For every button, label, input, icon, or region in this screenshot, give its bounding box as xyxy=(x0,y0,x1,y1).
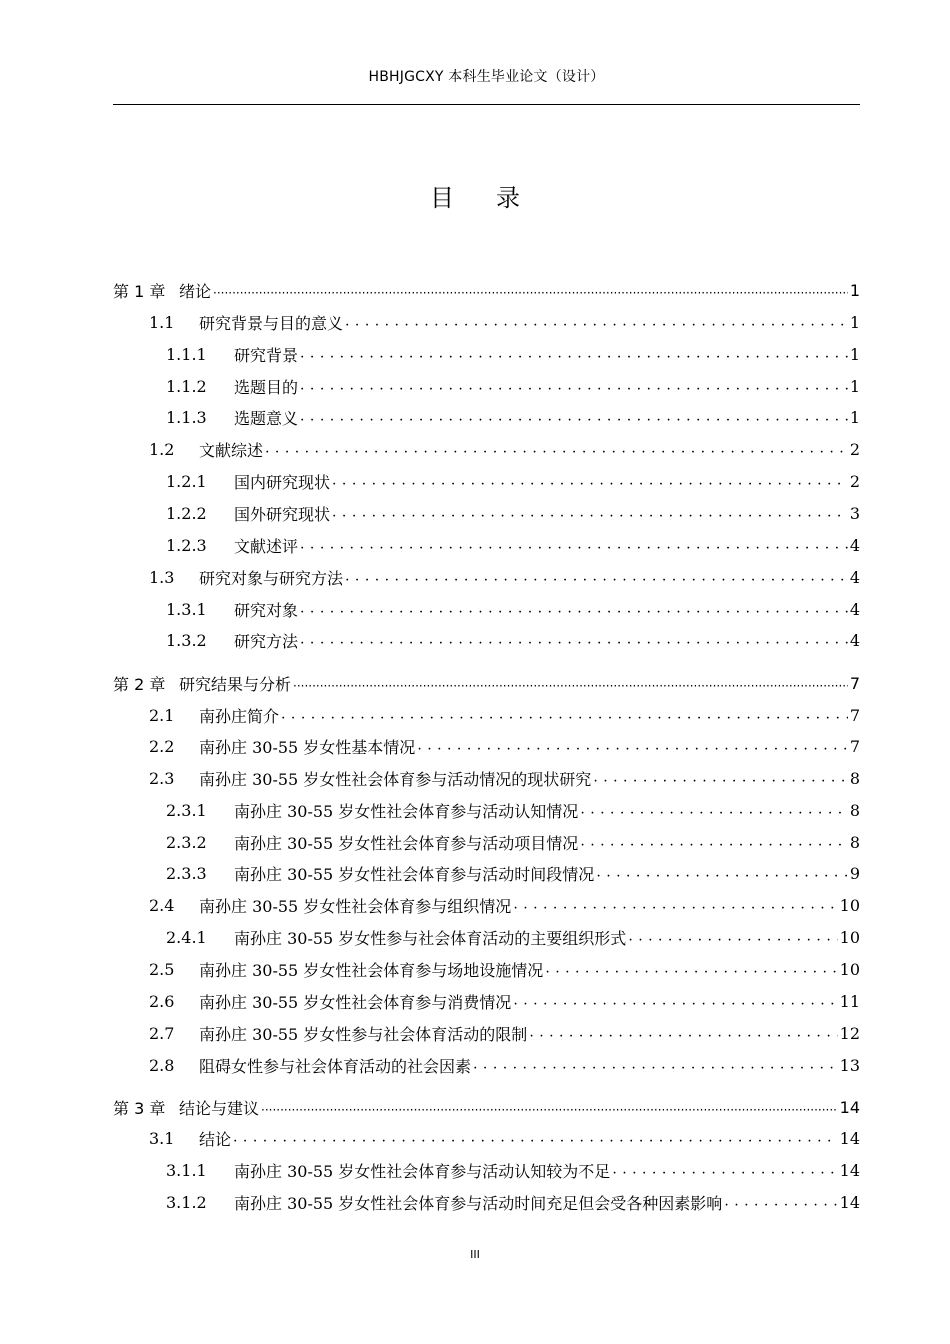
toc-section-entry[interactable] xyxy=(149,985,860,1017)
dot-leader xyxy=(300,370,848,402)
dot-leader xyxy=(213,274,848,306)
toc-entry-number: 2.3 xyxy=(149,768,175,788)
toc-page-number: 14 xyxy=(839,1192,860,1212)
toc-entry-title: 绪论 xyxy=(179,281,212,301)
toc-section-entry[interactable] xyxy=(166,529,860,561)
toc-entry-number: 1.1.1 xyxy=(166,344,207,364)
toc-entry-title: 研究对象与研究方法 xyxy=(199,568,344,588)
toc-section-entry[interactable] xyxy=(166,826,860,858)
toc-entry-title: 文献述评 xyxy=(234,536,299,556)
toc-entry-number: 3.1.2 xyxy=(166,1192,207,1212)
toc-entry-title: 南孙庄 30-55 岁女性参与社会体育活动的主要组织形式 xyxy=(234,928,627,948)
toc-section-entry[interactable] xyxy=(166,857,860,889)
dot-leader xyxy=(332,465,848,497)
toc-entry-title: 研究背景 xyxy=(234,345,299,365)
page-number: III xyxy=(470,1248,480,1261)
toc-page-number: 4 xyxy=(849,630,860,650)
toc-page-number: 1 xyxy=(849,312,860,332)
toc-entry-title: 南孙庄 30-55 岁女性社会体育参与组织情况 xyxy=(199,896,512,916)
dot-leader xyxy=(545,953,837,985)
dot-leader xyxy=(300,338,848,370)
toc-page-number: 7 xyxy=(849,673,860,693)
toc-section-entry[interactable] xyxy=(166,921,860,953)
toc-section-entry[interactable] xyxy=(149,889,860,921)
toc-entry-number: 2.4 xyxy=(149,895,175,915)
toc-section-entry[interactable] xyxy=(149,433,860,465)
toc-page-number: 2 xyxy=(849,471,860,491)
toc-page-number: 13 xyxy=(839,1055,860,1075)
toc-entry-title: 南孙庄 30-55 岁女性社会体育参与场地设施情况 xyxy=(199,960,544,980)
toc-entry-number: 3.1.1 xyxy=(166,1160,207,1180)
toc-section-entry[interactable] xyxy=(166,465,860,497)
toc-entry-number: 2.8 xyxy=(149,1055,175,1075)
toc-entry-title: 阻碍女性参与社会体育活动的社会因素 xyxy=(199,1056,472,1076)
toc-section-entry[interactable] xyxy=(166,794,860,826)
toc-entry-number: 1.1.2 xyxy=(166,376,207,396)
dot-leader xyxy=(417,730,848,762)
toc-entry-title: 结论 xyxy=(199,1129,232,1149)
toc-section-entry[interactable] xyxy=(166,401,860,433)
toc-entry-title: 研究方法 xyxy=(234,631,299,651)
toc-entry-number: 2.6 xyxy=(149,991,175,1011)
toc-entry-number: 第 1 章 xyxy=(113,281,166,301)
toc-entry-title: 结论与建议 xyxy=(179,1098,260,1118)
page-header: HBHJGCXY 本科生毕业论文（设计） xyxy=(368,69,605,85)
toc-page-number: 12 xyxy=(839,1023,860,1043)
toc-entry-title: 文献综述 xyxy=(199,440,264,460)
toc-section-entry[interactable] xyxy=(149,561,860,593)
toc-entry-number: 1.1 xyxy=(149,312,175,332)
toc-entry-title: 南孙庄 30-55 岁女性社会体育参与活动项目情况 xyxy=(234,833,579,853)
dot-leader xyxy=(300,624,848,656)
dot-leader xyxy=(513,985,837,1017)
toc-chapter-entry[interactable] xyxy=(113,274,860,306)
toc-section-entry[interactable] xyxy=(166,593,860,625)
toc-entry-title: 南孙庄 30-55 岁女性社会体育参与活动认知情况 xyxy=(234,801,579,821)
toc-entry-number: 1.3.1 xyxy=(166,599,207,619)
toc-entry-number: 1.3.2 xyxy=(166,630,207,650)
dot-leader xyxy=(580,794,848,826)
toc-page-number: 1 xyxy=(849,280,860,300)
toc-page-number: 11 xyxy=(839,991,860,1011)
toc-entry-title: 国外研究现状 xyxy=(234,504,331,524)
toc-page-number: 4 xyxy=(849,567,860,587)
toc-page-number: 9 xyxy=(849,863,860,883)
toc-entry-number: 2.3.1 xyxy=(166,800,207,820)
toc-page-number: 7 xyxy=(849,705,860,725)
toc-section-entry[interactable] xyxy=(149,730,860,762)
toc-entry-number: 2.3.3 xyxy=(166,863,207,883)
toc-section-entry[interactable] xyxy=(166,624,860,656)
dot-leader xyxy=(265,433,848,465)
toc-page-number: 1 xyxy=(849,376,860,396)
toc-section-entry[interactable] xyxy=(166,1186,860,1218)
toc-section-entry[interactable] xyxy=(149,1122,860,1154)
dot-leader xyxy=(724,1186,837,1218)
toc-entry-title: 研究结果与分析 xyxy=(179,674,292,694)
dot-leader xyxy=(628,921,837,953)
toc-entry-number: 1.2.2 xyxy=(166,503,207,523)
dot-leader xyxy=(473,1049,838,1081)
toc-page-number: 3 xyxy=(849,503,860,523)
toc-entry-title: 南孙庄 30-55 岁女性社会体育参与消费情况 xyxy=(199,992,512,1012)
toc-section-entry[interactable] xyxy=(166,338,860,370)
dot-leader xyxy=(612,1154,837,1186)
dot-leader xyxy=(261,1091,838,1123)
toc-entry-number: 1.3 xyxy=(149,567,175,587)
toc-entry-number: 1.2.1 xyxy=(166,471,207,491)
toc-entry-title: 南孙庄 30-55 岁女性参与社会体育活动的限制 xyxy=(199,1024,528,1044)
toc-entry-number: 3.1 xyxy=(149,1128,175,1148)
toc-entry-number: 1.2.3 xyxy=(166,535,207,555)
toc-page-number: 10 xyxy=(839,895,860,915)
toc-section-entry[interactable] xyxy=(166,1154,860,1186)
dot-leader xyxy=(345,561,848,593)
dot-leader xyxy=(513,889,837,921)
dot-leader xyxy=(529,1017,837,1049)
toc-entry-title: 南孙庄 30-55 岁女性社会体育参与活动认知较为不足 xyxy=(234,1161,611,1181)
toc-page-number: 10 xyxy=(839,927,860,947)
toc-chapter-entry[interactable] xyxy=(113,1091,860,1123)
toc-entry-number: 2.5 xyxy=(149,959,175,979)
toc-chapter-entry[interactable] xyxy=(113,667,860,699)
toc-entry-title: 南孙庄 30-55 岁女性基本情况 xyxy=(199,737,416,757)
toc-section-entry[interactable] xyxy=(166,370,860,402)
toc-page-number: 14 xyxy=(839,1128,860,1148)
toc-page-number: 4 xyxy=(849,535,860,555)
dot-leader xyxy=(580,826,848,858)
toc-page-number: 14 xyxy=(839,1097,860,1117)
toc-section-entry[interactable] xyxy=(149,1017,860,1049)
toc-entry-number: 第 2 章 xyxy=(113,674,166,694)
toc-section-entry[interactable] xyxy=(149,953,860,985)
toc-section-entry[interactable] xyxy=(149,1049,860,1081)
toc-title: 目录 xyxy=(430,184,562,212)
toc-entry-number: 2.2 xyxy=(149,736,175,756)
toc-page-number: 2 xyxy=(849,439,860,459)
toc-page-number: 4 xyxy=(849,599,860,619)
toc-entry-number: 第 3 章 xyxy=(113,1098,166,1118)
toc-entry-number: 2.7 xyxy=(149,1023,175,1043)
dot-leader xyxy=(300,401,848,433)
toc-page-number: 1 xyxy=(849,344,860,364)
toc-entry-title: 南孙庄简介 xyxy=(199,706,280,726)
toc-page-number: 1 xyxy=(849,407,860,427)
toc-entry-number: 1.2 xyxy=(149,439,175,459)
toc-page-number: 7 xyxy=(849,736,860,756)
toc-section-entry[interactable] xyxy=(149,762,860,794)
toc-entry-number: 2.1 xyxy=(149,705,175,725)
dot-leader xyxy=(593,762,848,794)
dot-leader xyxy=(300,529,848,561)
toc-page-number: 8 xyxy=(849,832,860,852)
toc-entry-title: 南孙庄 30-55 岁女性社会体育参与活动时间充足但会受各种因素影响 xyxy=(234,1193,723,1213)
toc-page-number: 8 xyxy=(849,800,860,820)
toc-entry-title: 选题意义 xyxy=(234,408,299,428)
toc-page-number: 10 xyxy=(839,959,860,979)
dot-leader xyxy=(596,857,848,889)
toc-page-number: 8 xyxy=(849,768,860,788)
dot-leader xyxy=(233,1122,838,1154)
toc-section-entry[interactable] xyxy=(149,306,860,338)
header-rule xyxy=(113,104,860,105)
toc-section-entry[interactable] xyxy=(166,497,860,529)
toc-entry-number: 1.1.3 xyxy=(166,407,207,427)
dot-leader xyxy=(281,699,848,731)
toc-entry-title: 国内研究现状 xyxy=(234,472,331,492)
toc-entry-title: 研究背景与目的意义 xyxy=(199,313,344,333)
toc-entry-title: 研究对象 xyxy=(234,600,299,620)
toc-page-number: 14 xyxy=(839,1160,860,1180)
toc-entry-number: 2.4.1 xyxy=(166,927,207,947)
dot-leader xyxy=(293,667,848,699)
toc-entry-number: 2.3.2 xyxy=(166,832,207,852)
toc-section-entry[interactable] xyxy=(149,699,860,731)
toc-entry-title: 南孙庄 30-55 岁女性社会体育参与活动情况的现状研究 xyxy=(199,769,592,789)
toc-entry-title: 南孙庄 30-55 岁女性社会体育参与活动时间段情况 xyxy=(234,864,595,884)
toc-entry-title: 选题目的 xyxy=(234,377,299,397)
dot-leader xyxy=(345,306,848,338)
dot-leader xyxy=(332,497,848,529)
dot-leader xyxy=(300,593,848,625)
